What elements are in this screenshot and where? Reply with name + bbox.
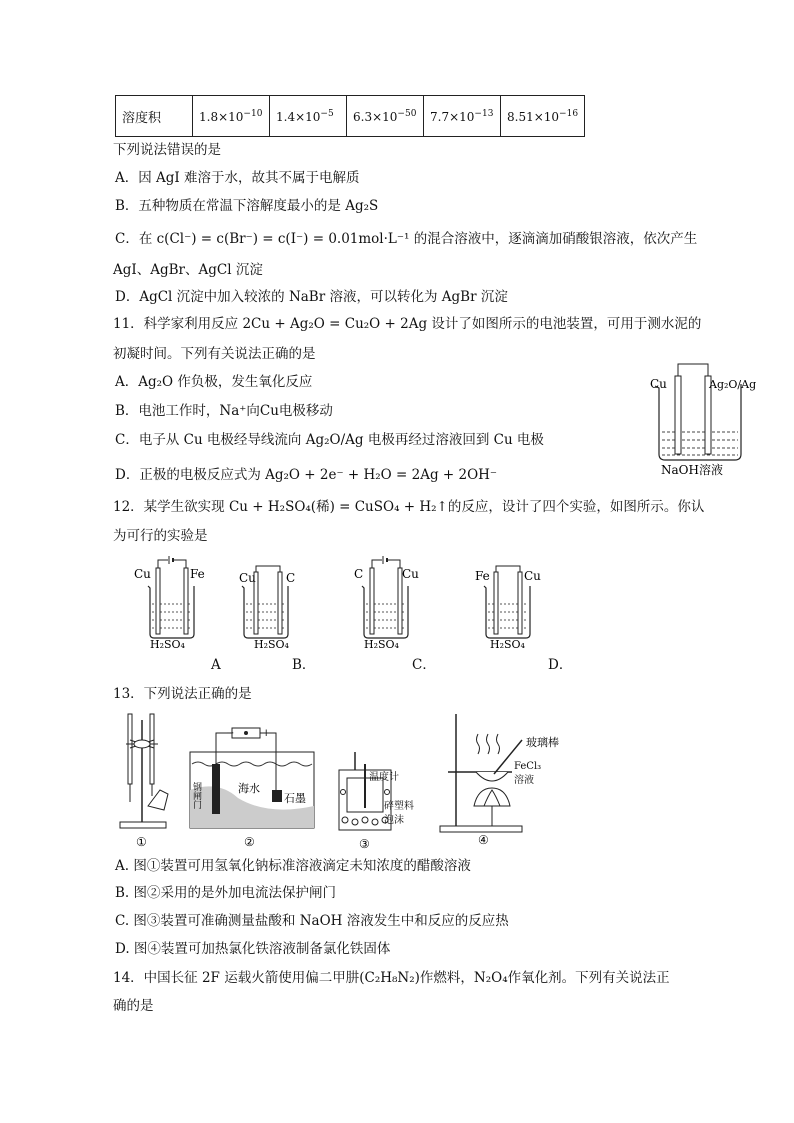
q12-b-right-label: C: [286, 571, 296, 585]
ksp-header: 溶度积: [116, 96, 193, 137]
q12-a-solution-label: H₂SO₄: [150, 638, 185, 651]
ag-electrode-label: Ag₂O/Ag: [709, 378, 757, 391]
q14-stem: 14．中国长征 2F 运载火箭使用偏二甲肼(C₂H₈N₂)作燃料，N₂O₄作氧化剂。下列有关说法正: [113, 970, 670, 986]
q12-stem-cont: 为可行的实验是: [113, 528, 208, 544]
q12-a-left-label: Cu: [134, 567, 151, 581]
q11-stem-cont: 初凝时间。下列有关说法正确的是: [113, 346, 316, 362]
q11-option-c: C．电子从 Cu 电极经导线流向 Ag₂O/Ag 电极再经过溶液回到 Cu 电极: [115, 432, 544, 448]
q12-label-b: B．: [292, 657, 316, 673]
q12-c-solution-label: H₂SO₄: [364, 638, 399, 651]
q13-option-a: A. 图①装置可用氢氧化钠标准溶液滴定未知浓度的醋酸溶液: [115, 858, 471, 874]
power-minus-label: −: [226, 728, 235, 739]
q13-stem: 13．下列说法正确的是: [113, 686, 252, 702]
q12-label-a: A: [211, 657, 221, 673]
q10-option-a: A．因 AgI 难溶于水，故其不属于电解质: [115, 170, 360, 186]
q10-option-d: D．AgCl 沉淀中加入较浓的 NaBr 溶液，可以转化为 AgBr 沉淀: [115, 289, 508, 305]
q10-option-c-cont: AgI、AgBr、AgCl 沉淀: [113, 262, 263, 278]
q12-a-right-label: Fe: [190, 567, 205, 581]
q13-label-2: ②: [244, 835, 255, 849]
ksp-row: [116, 96, 585, 137]
q10-stem: 下列说法错误的是: [113, 142, 221, 158]
battery-diagram: [645, 358, 770, 480]
q11-option-b: B．电池工作时，Na⁺向Cu电极移动: [115, 403, 333, 419]
q12-figure-b: [236, 562, 306, 652]
q12-stem: 12．某学生欲实现 Cu + H₂SO₄(稀) = CuSO₄ + H₂↑的反应，设计了四个实验，如图所示。你认: [113, 499, 705, 515]
q13-option-c: C. 图③装置可准确测量盐酸和 NaOH 溶液发生中和反应的反应热: [115, 913, 509, 929]
graphite-label: 石墨: [284, 792, 306, 805]
q10-option-c: C．在 c(Cl⁻) = c(Br⁻) = c(I⁻) = 0.01mol·L⁻¹ 的混合溶液中，逐滴滴加硝酸银溶液，依次产生: [115, 231, 698, 247]
q12-b-left-label: Cu: [239, 571, 256, 585]
q13-label-3: ③: [359, 837, 370, 851]
q12-figure-d: [470, 562, 550, 652]
q13-option-d: D. 图④装置可加热氯化铁溶液制备氯化铁固体: [115, 941, 391, 957]
ksp-value-1: $1.8\times 10^{-10}$: [193, 96, 270, 137]
q12-figure-a: [130, 556, 210, 651]
q13-label-4: ④: [478, 833, 489, 847]
power-plus-label: +: [262, 728, 271, 739]
q13-option-b: B. 图②采用的是外加电流法保护闸门: [115, 885, 337, 901]
q12-c-left-label: C: [354, 567, 364, 581]
ksp-value-5: $8.51\times 10^{-16}$: [501, 96, 585, 137]
q12-b-solution-label: H₂SO₄: [254, 638, 289, 651]
naoh-solution-label: NaOH溶液: [661, 463, 723, 477]
q12-c-right-label: Cu: [402, 567, 419, 581]
q10-option-b: B．五种物质在常温下溶解度最小的是 Ag₂S: [115, 198, 379, 214]
fecl3-solution-label: FeCl₃溶液: [514, 761, 542, 786]
q14-stem-cont: 确的是: [113, 998, 154, 1014]
q12-d-right-label: Cu: [524, 569, 541, 583]
cu-electrode-label: Cu: [650, 377, 667, 391]
glass-rod-label: 玻璃棒: [526, 736, 559, 749]
ksp-table: [115, 95, 585, 137]
foam-label: 碎塑料泡沫: [384, 801, 414, 826]
q13-label-1: ①: [136, 835, 147, 849]
q12-label-c: C．: [412, 657, 436, 673]
seawater-label: 海水: [238, 782, 260, 795]
ksp-value-4: $7.7\times 10^{-13}$: [424, 96, 501, 137]
q13-figure-2-protection: [188, 720, 318, 850]
q11-option-a: A．Ag₂O 作负极，发生氧化反应: [115, 374, 313, 390]
q13-figure-1-titration: [108, 710, 178, 850]
q13-figure-4-evaporation: [438, 710, 588, 850]
q12-d-left-label: Fe: [475, 569, 490, 583]
ksp-value-3: $6.3\times 10^{-50}$: [347, 96, 424, 137]
ksp-value-2: $1.4\times 10^{-5}$: [270, 96, 347, 137]
thermometer-label: 温度计: [369, 772, 399, 783]
q11-option-d: D．正极的电极反应式为 Ag₂O + 2e⁻ + H₂O = 2Ag + 2OH⁻: [115, 467, 498, 483]
q11-stem: 11．科学家利用反应 2Cu + Ag₂O = Cu₂O + 2Ag 设计了如图所示的电池装置，可用于测水泥的: [113, 316, 702, 332]
q12-label-d: D．: [548, 657, 573, 673]
q12-d-solution-label: H₂SO₄: [490, 638, 525, 651]
gate-label: 钢闸门: [191, 782, 201, 809]
q12-figure-c: [352, 556, 432, 651]
